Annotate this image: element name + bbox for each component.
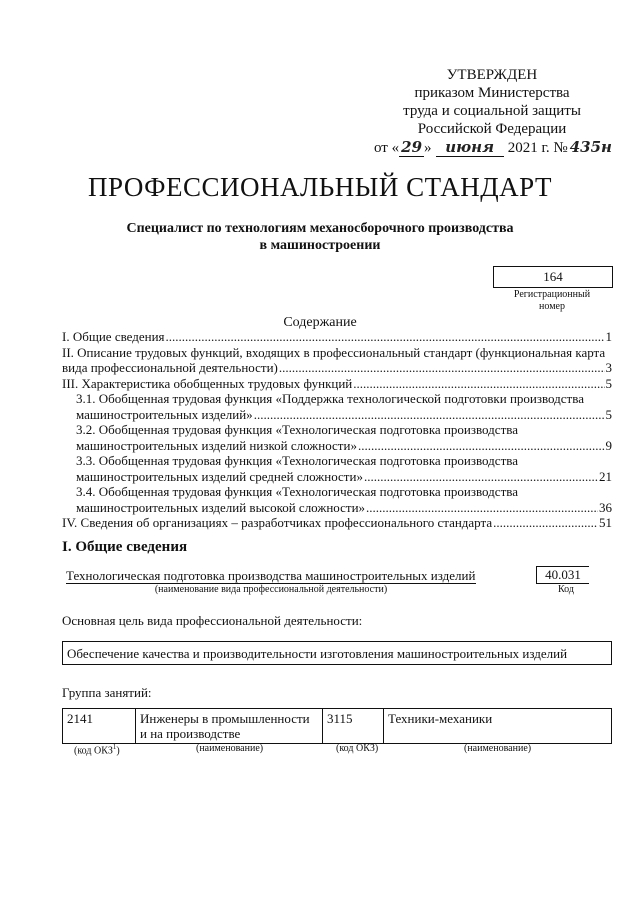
registration-caption	[490, 289, 614, 313]
occupation-name-caption: (наименование)	[464, 743, 532, 754]
occupation-name-caption: (наименование)	[196, 743, 264, 754]
okz-code-caption: (код ОКЗ)	[336, 743, 379, 754]
toc-item-page: 36	[599, 499, 612, 515]
occupation-group-label: Группа занятий:	[62, 685, 152, 700]
date-month: июня	[436, 138, 504, 157]
toc-leader	[493, 515, 598, 531]
order-number: 435н	[569, 138, 612, 156]
approval-country: Российской Федерации	[417, 121, 567, 137]
toc-item-text: I. Общие сведения	[62, 329, 165, 344]
goal-label: Основная цель вида профессиональной деятельности:	[62, 613, 363, 628]
toc-item-text: вида профессиональной деятельности)	[62, 360, 278, 375]
table-of-contents	[62, 329, 612, 531]
date-day: 29	[399, 138, 424, 157]
subtitle-line-2: в машиностроении	[259, 238, 381, 253]
toc-item-page: 9	[605, 437, 612, 453]
toc-item[interactable]	[62, 391, 612, 422]
toc-item-page: 51	[599, 515, 612, 530]
okz-code-cell: 3115	[323, 709, 384, 744]
toc-item[interactable]	[62, 422, 612, 453]
section-title: I. Общие сведения	[62, 539, 188, 555]
toc-leader	[358, 438, 605, 454]
toc-leader	[366, 500, 598, 516]
date-year: 2021 г. №	[507, 140, 568, 156]
toc-item[interactable]	[62, 345, 612, 376]
toc-item-text: 3.2. Обобщенная трудовая функция «Технологическая подготовка производства	[76, 422, 518, 437]
caption-close: )	[116, 745, 120, 757]
toc-item[interactable]	[62, 453, 612, 484]
toc-item-page: 5	[605, 406, 612, 422]
footnote-marker: 1	[112, 743, 117, 751]
toc-leader	[166, 329, 605, 345]
toc-item-text: 3.1. Обобщенная трудовая функция «Поддержка технологической подготовки производства	[76, 391, 584, 406]
toc-item[interactable]	[62, 515, 612, 531]
toc-item-text: III. Характеристика обобщенных трудовых функций	[62, 375, 353, 391]
occupation-table	[62, 708, 612, 744]
date-prefix: от «	[374, 140, 400, 156]
caption-text: (код ОКЗ	[74, 745, 113, 757]
toc-leader	[279, 360, 605, 376]
activity-area-caption: (наименование вида профессиональной деятельности)	[154, 584, 388, 595]
goal-box: Обеспечение качества и производительности изготовления машиностроительных изделий	[62, 641, 612, 665]
subtitle-line-1: Специалист по технологиям механосборочного производства	[126, 221, 514, 236]
approval-order: приказом Министерства	[414, 85, 570, 101]
toc-leader	[353, 376, 604, 392]
date-day-close: »	[424, 140, 432, 156]
toc-leader	[364, 469, 598, 485]
activity-code-caption: Код	[558, 584, 574, 595]
occupation-name-cell: Инженеры в промышленности и на производстве	[136, 709, 323, 744]
toc-item[interactable]	[62, 376, 612, 392]
toc-item-text: 3.3. Обобщенная трудовая функция «Технологическая подготовка производства	[76, 453, 518, 468]
approval-stamp	[372, 66, 612, 157]
toc-item-page: 21	[599, 468, 612, 484]
toc-item-text: машиностроительных изделий низкой сложности»	[76, 437, 357, 453]
registration-number-box: 164	[493, 266, 613, 288]
toc-item-text: II. Описание трудовых функций, входящих в профессиональный стандарт (функциональная карта	[62, 344, 606, 360]
toc-item-text: машиностроительных изделий высокой сложности»	[76, 499, 366, 515]
okz-code-cell: 2141	[63, 709, 136, 744]
toc-item-page: 3	[605, 360, 612, 375]
toc-item[interactable]	[62, 484, 612, 515]
activity-code-box: 40.031	[536, 566, 589, 584]
toc-heading: Содержание	[283, 315, 357, 330]
document-title: ПРОФЕССИОНАЛЬНЫЙ СТАНДАРТ	[87, 172, 553, 202]
occupation-name-cell: Техники-механики	[384, 709, 612, 744]
toc-item[interactable]	[62, 329, 612, 345]
registration-caption-line-1: Регистрационный	[513, 289, 591, 300]
toc-item-text: машиностроительных изделий»	[76, 406, 253, 422]
toc-leader	[254, 407, 605, 423]
toc-item-text: 3.4. Обобщенная трудовая функция «Технологическая подготовка производства	[76, 484, 518, 499]
approval-ministry: труда и социальной защиты	[403, 103, 581, 119]
toc-item-text: IV. Сведения об организациях – разработчиках профессионального стандарта	[62, 515, 493, 530]
toc-item-text: машиностроительных изделий средней сложности»	[76, 468, 363, 484]
registration-caption-line-2: номер	[539, 301, 565, 312]
approval-date	[374, 138, 612, 157]
toc-item-page: 1	[605, 329, 612, 344]
table-row	[63, 709, 612, 744]
activity-area-name: Технологическая подготовка производства машиностроительных изделий	[66, 568, 476, 583]
document-subtitle	[0, 220, 640, 254]
approval-approved: УТВЕРЖДЕН	[446, 67, 538, 83]
toc-item-page: 5	[605, 375, 612, 391]
okz-code-caption	[74, 743, 120, 756]
